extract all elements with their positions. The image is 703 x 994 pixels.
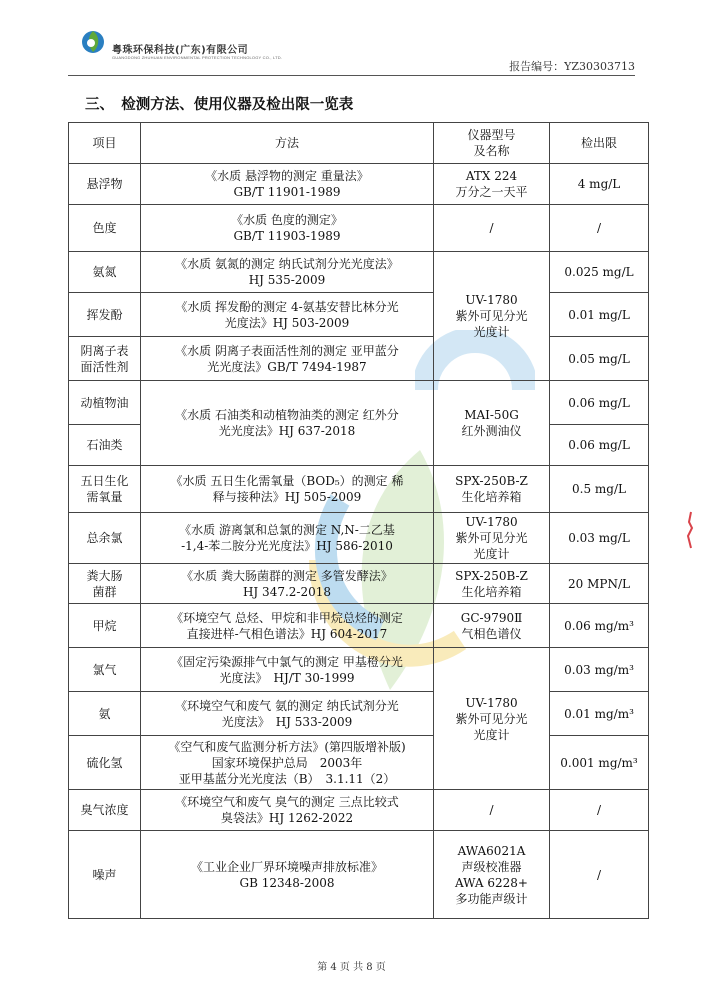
table-row bbox=[69, 648, 649, 692]
methods-table bbox=[68, 122, 649, 919]
cell-instrument: ATX 224 万分之一天平 bbox=[434, 164, 550, 205]
section-title: 三、 检测方法、使用仪器及检出限一览表 bbox=[85, 97, 354, 113]
cell-limit: 0.5 mg/L bbox=[550, 466, 649, 513]
cell-instrument: UV-1780 紫外可见分光 光度计 bbox=[434, 513, 550, 564]
cell-instrument: UV-1780 紫外可见分光 光度计 bbox=[434, 252, 550, 381]
table-row bbox=[69, 381, 649, 425]
cell-instrument: SPX-250B-Z 生化培养箱 bbox=[434, 466, 550, 513]
cell-item: 甲烷 bbox=[69, 604, 141, 648]
cell-item: 动植物油 bbox=[69, 381, 141, 425]
header-instrument: 仪器型号 及名称 bbox=[434, 123, 550, 164]
cell-item: 色度 bbox=[69, 205, 141, 252]
cell-limit: 0.001 mg/m³ bbox=[550, 736, 649, 790]
company-logo-icon bbox=[80, 28, 106, 54]
cell-limit: 0.03 mg/m³ bbox=[550, 648, 649, 692]
cell-instrument: / bbox=[434, 790, 550, 831]
cell-instrument: UV-1780 紫外可见分光 光度计 bbox=[434, 648, 550, 790]
table-row bbox=[69, 252, 649, 293]
cell-limit: / bbox=[550, 205, 649, 252]
cell-item: 臭气浓度 bbox=[69, 790, 141, 831]
cell-method: 《水质 五日生化需氧量（BOD₅）的测定 稀 释与接种法》HJ 505-2009 bbox=[141, 466, 434, 513]
cell-item: 五日生化 需氧量 bbox=[69, 466, 141, 513]
cell-limit: 0.06 mg/L bbox=[550, 425, 649, 466]
header-limit: 检出限 bbox=[550, 123, 649, 164]
table-row bbox=[69, 692, 649, 736]
cell-method: 《水质 色度的测定》 GB/T 11903-1989 bbox=[141, 205, 434, 252]
cell-limit: 0.03 mg/L bbox=[550, 513, 649, 564]
cell-item: 氨氮 bbox=[69, 252, 141, 293]
cell-method: 《环境空气和废气 氨的测定 纳氏试剂分光 光度法》 HJ 533-2009 bbox=[141, 692, 434, 736]
cell-limit: 0.05 mg/L bbox=[550, 337, 649, 381]
cell-method: 《工业企业厂界环境噪声排放标准》 GB 12348-2008 bbox=[141, 831, 434, 919]
cell-limit: 0.01 mg/L bbox=[550, 293, 649, 337]
table-row bbox=[69, 790, 649, 831]
company-name: 粤珠环保科技(广东)有限公司 bbox=[112, 45, 249, 56]
cell-limit: 0.06 mg/m³ bbox=[550, 604, 649, 648]
table-row bbox=[69, 604, 649, 648]
table-header-row bbox=[69, 123, 649, 164]
page-number: 第 4 页 共 8 页 bbox=[317, 962, 386, 973]
cell-instrument: MAI-50G 红外测油仪 bbox=[434, 381, 550, 466]
table-row bbox=[69, 337, 649, 381]
cell-instrument: SPX-250B-Z 生化培养箱 bbox=[434, 564, 550, 604]
report-number: 报告编号：YZ30303713 bbox=[509, 60, 635, 73]
cell-item: 悬浮物 bbox=[69, 164, 141, 205]
cell-item: 氯气 bbox=[69, 648, 141, 692]
cell-item: 石油类 bbox=[69, 425, 141, 466]
table-row bbox=[69, 164, 649, 205]
table-row bbox=[69, 513, 649, 564]
header-divider bbox=[68, 75, 635, 76]
cell-item: 氨 bbox=[69, 692, 141, 736]
table-row bbox=[69, 466, 649, 513]
header-item: 项目 bbox=[69, 123, 141, 164]
cell-method: 《水质 粪大肠菌群的测定 多管发酵法》 HJ 347.2-2018 bbox=[141, 564, 434, 604]
cell-limit: / bbox=[550, 790, 649, 831]
cell-limit: 0.025 mg/L bbox=[550, 252, 649, 293]
cell-item: 粪大肠 菌群 bbox=[69, 564, 141, 604]
table-row bbox=[69, 293, 649, 337]
cell-method: 《水质 悬浮物的测定 重量法》 GB/T 11901-1989 bbox=[141, 164, 434, 205]
cell-method: 《水质 阴离子表面活性剂的测定 亚甲蓝分 光光度法》GB/T 7494-1987 bbox=[141, 337, 434, 381]
table-row bbox=[69, 831, 649, 919]
company-english-name: GUANGDONG ZHUHUAN ENVIRONMENTAL PROTECTION TECHNOLOGY CO., LTD. bbox=[112, 55, 283, 60]
cell-limit: 20 MPN/L bbox=[550, 564, 649, 604]
cell-instrument: AWA6021A 声级校准器 AWA 6228+ 多功能声级计 bbox=[434, 831, 550, 919]
table-row bbox=[69, 205, 649, 252]
cell-method: 《水质 氨氮的测定 纳氏试剂分光光度法》 HJ 535-2009 bbox=[141, 252, 434, 293]
stamp-edge-icon bbox=[683, 510, 697, 550]
cell-limit: / bbox=[550, 831, 649, 919]
cell-limit: 4 mg/L bbox=[550, 164, 649, 205]
cell-method: 《空气和废气监测分析方法》(第四版增补版) 国家环境保护总局 2003年 亚甲基蓝分光光度法（B） 3.1.11（2） bbox=[141, 736, 434, 790]
cell-item: 阴离子表 面活性剂 bbox=[69, 337, 141, 381]
cell-instrument: GC-9790Ⅱ 气相色谱仪 bbox=[434, 604, 550, 648]
table-row bbox=[69, 736, 649, 790]
cell-method: 《水质 石油类和动植物油类的测定 红外分 光光度法》HJ 637-2018 bbox=[141, 381, 434, 466]
table-row bbox=[69, 564, 649, 604]
cell-limit: 0.01 mg/m³ bbox=[550, 692, 649, 736]
cell-item: 挥发酚 bbox=[69, 293, 141, 337]
cell-item: 硫化氢 bbox=[69, 736, 141, 790]
cell-method: 《固定污染源排气中氯气的测定 甲基橙分光 光度法》 HJ/T 30-1999 bbox=[141, 648, 434, 692]
cell-limit: 0.06 mg/L bbox=[550, 381, 649, 425]
cell-method: 《水质 挥发酚的测定 4-氨基安替比林分光 光度法》HJ 503-2009 bbox=[141, 293, 434, 337]
cell-method: 《水质 游离氯和总氯的测定 N,N-二乙基 -1,4-苯二胺分光光度法》HJ 586-2010 bbox=[141, 513, 434, 564]
cell-item: 总余氯 bbox=[69, 513, 141, 564]
cell-method: 《环境空气 总烃、甲烷和非甲烷总烃的测定 直接进样-气相色谱法》HJ 604-2017 bbox=[141, 604, 434, 648]
header-method: 方法 bbox=[141, 123, 434, 164]
cell-item: 噪声 bbox=[69, 831, 141, 919]
cell-method: 《环境空气和废气 臭气的测定 三点比较式 臭袋法》HJ 1262-2022 bbox=[141, 790, 434, 831]
cell-instrument: / bbox=[434, 205, 550, 252]
